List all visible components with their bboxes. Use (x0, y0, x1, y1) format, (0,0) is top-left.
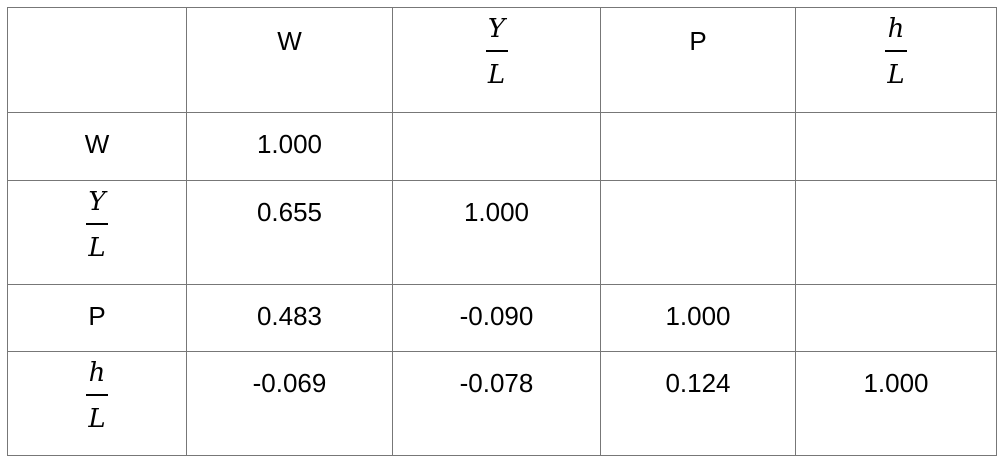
fraction-bar (885, 50, 907, 52)
table-cell: -0.090 (393, 285, 601, 352)
table-cell (601, 181, 796, 285)
fraction-denominator: L (487, 60, 506, 90)
table-cell: 1.000 (796, 352, 997, 456)
header-cell-y-over-l (393, 8, 601, 113)
table-row-w (8, 113, 997, 181)
corner-cell (8, 8, 187, 113)
fraction-denominator: L (887, 60, 905, 90)
table-cell (796, 181, 997, 285)
row-label-fraction-y-over-l (86, 187, 108, 263)
table-cell: -0.078 (393, 352, 601, 456)
header-label-p: P (689, 26, 707, 56)
table-row-p (8, 285, 997, 352)
fraction-bar (86, 223, 108, 225)
row-label-cell (8, 113, 187, 181)
row-label-cell (8, 352, 187, 456)
table-cell (796, 285, 997, 352)
fraction-numerator: Y (487, 14, 506, 44)
fraction-numerator: h (887, 14, 905, 44)
table-cell: 0.655 (187, 181, 393, 285)
table-cell: 1.000 (393, 181, 601, 285)
row-label-cell (8, 285, 187, 352)
table-cell: 0.483 (187, 285, 393, 352)
fraction-bar (86, 394, 108, 396)
row-label-p: P (88, 301, 106, 331)
fraction-numerator: h (88, 358, 106, 388)
table-cell: 0.124 (601, 352, 796, 456)
table-cell: 1.000 (601, 285, 796, 352)
header-cell-w (187, 8, 393, 113)
header-fraction-h-over-l (885, 14, 907, 90)
header-cell-p (601, 8, 796, 113)
header-cell-h-over-l (796, 8, 997, 113)
fraction-bar (486, 50, 508, 52)
fraction-numerator: Y (88, 187, 106, 217)
table-cell (393, 113, 601, 181)
row-label-fraction-h-over-l (86, 358, 108, 434)
table-row-y-over-l (8, 181, 997, 285)
table-row-h-over-l (8, 352, 997, 456)
header-row (8, 8, 997, 113)
header-fraction-y-over-l (486, 14, 508, 90)
table-cell (601, 113, 796, 181)
table-cell: 1.000 (187, 113, 393, 181)
correlation-matrix-table (7, 7, 997, 456)
header-label-w: W (277, 26, 302, 56)
fraction-denominator: L (88, 404, 106, 434)
fraction-denominator: L (88, 233, 106, 263)
table-cell: -0.069 (187, 352, 393, 456)
row-label-w: W (84, 129, 110, 159)
row-label-cell (8, 181, 187, 285)
table-cell (796, 113, 997, 181)
